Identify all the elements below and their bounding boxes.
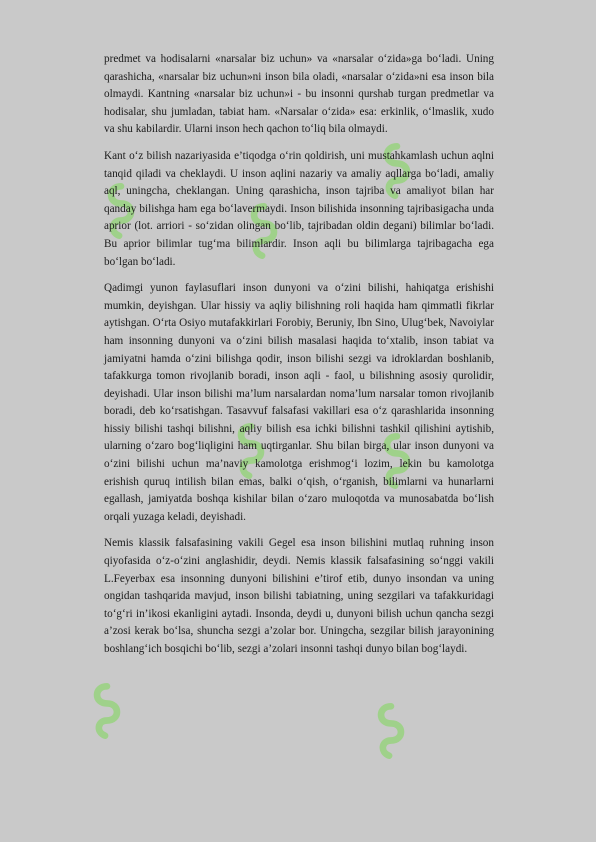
- paragraph-ancient-philosophers: Qadimgi yunon faylasuflari inson dunyoni va o‘zini bilishi, hahiqatga erishishi mumkin, deyishgan. Ular hissiy va aqliy bilishning roli haqida ham qimmatli fikrlar aytishgan. O‘rta Osiyo mutafakkirlari Forobiy, Beruniy, Ibn Sino, Ulug‘bek, Navoiylar ham insonning dunyoni va o‘zini bilish masalasi haqida to‘xtalib, inson tabiat va jamiyatni hamda o‘zini bilishga qodir, inson bilishi sezgi va idroklardan boshlanib, tafakkurga tomon rivojlanib boradi, inson aqli - faol, u bilishning asosiy qurolidir, deyishadi. Ular inson bilishi ma’lum narsalardan noma’lum narsalar tomon rivojlanib boradi, deb ko‘rsatishgan. Tasavvuf falsafasi vakillari esa o‘z qarashlarida insonning hissiy bilishi tashqi bilishni, aqliy bilish esa ichki bilishni tashkil qilishini aytishib, ularning o‘zaro bog‘liqligini ham uqtirganlar. Shu bilan birga, ular inson dunyoni va o‘zini bilishi uchun ma’naviy kamolotga erishmog‘i lozim, lekin bu kamolotga erishish quruq intilish bilan emas, balki o‘qish, o‘rganish, bilimlarni va hunarlarni egallash, jamiyatda boshqa kishilar bilan o‘zaro muloqotda va munosabatda bo‘lish orqali yuzaga keladi, deyishadi.: [104, 282, 494, 523]
- paragraph-german-classical: Nemis klassik falsafasining vakili Gegel esa inson bilishini mutlaq ruhning inson qiyofasida o‘z-o‘zini anglashidir, deydi. Nemis klassik falsafasining so‘nggi vakili L.Feyerbax esa insonning dunyoni bilishini e’tirof etib, dunyo insondan va uning ongidan tashqarida mavjud, inson bilishi tabiatning, uning sezgilari va tafakkuridagi to‘g‘ri in’ikosi ekanligini aytadi. Insonda, deydi u, dunyoni bilish uchun qancha sezgi a’zosi kerak bo‘lsa, shuncha sezgi a’zolar bor. Uningcha, sezgilar bilish jarayonining boshlang‘ich bosqichi bo‘lib, sezgi a’zolari insonni tashqi dunyo bilan bog‘laydi.: [104, 537, 494, 655]
- watermark-logo-icon: [372, 700, 410, 762]
- document-body: [104, 51, 494, 668]
- paragraph-kant-theory: Kant o‘z bilish nazariyasida e’tiqodga o‘rin qoldirish, uni mustahkamlash uchun aqlni tanqid qiladi va cheklaydi. U inson aqlini nazariy va amaliy aqllarga bo‘ladi, amaliy aql, uningcha, cheklangan. Uning qarashicha, inson tajriba va amaliyot bilan har qanday bilishga ham ega bo‘lavermaydi. Inson bilishida insonning tajribasigacha unda aprior (lot. arriori - so‘zidan olingan bo‘lib, tajribadan oldin degani) bilimlar bo‘ladi. Bu aprior bilimlar tug‘ma bilimlardir. Inson aqli bu bilimlarga tajribagacha ega bo‘lgan bo‘ladi.: [104, 149, 494, 268]
- paragraph-kant-things: predmet va hodisalarni «narsalar biz uchun» va «narsalar o‘zida»ga bo‘ladi. Uning qarashicha, «narsalar biz uchun»ni inson bila oladi, «narsalar o‘zida»ni esa inson bila olmaydi. Kantning «narsalar biz uchun»i - bu insonni qurshab turgan predmetlar va hodisalar, shu jumladan, tabiat ham. «Narsalar o‘zida» esa: erkinlik, o‘lmaslik, xudo va shu kabilardir. Ularni inson hech qachon to‘liq bila olmaydi.: [104, 53, 494, 136]
- watermark-logo-icon: [88, 680, 126, 742]
